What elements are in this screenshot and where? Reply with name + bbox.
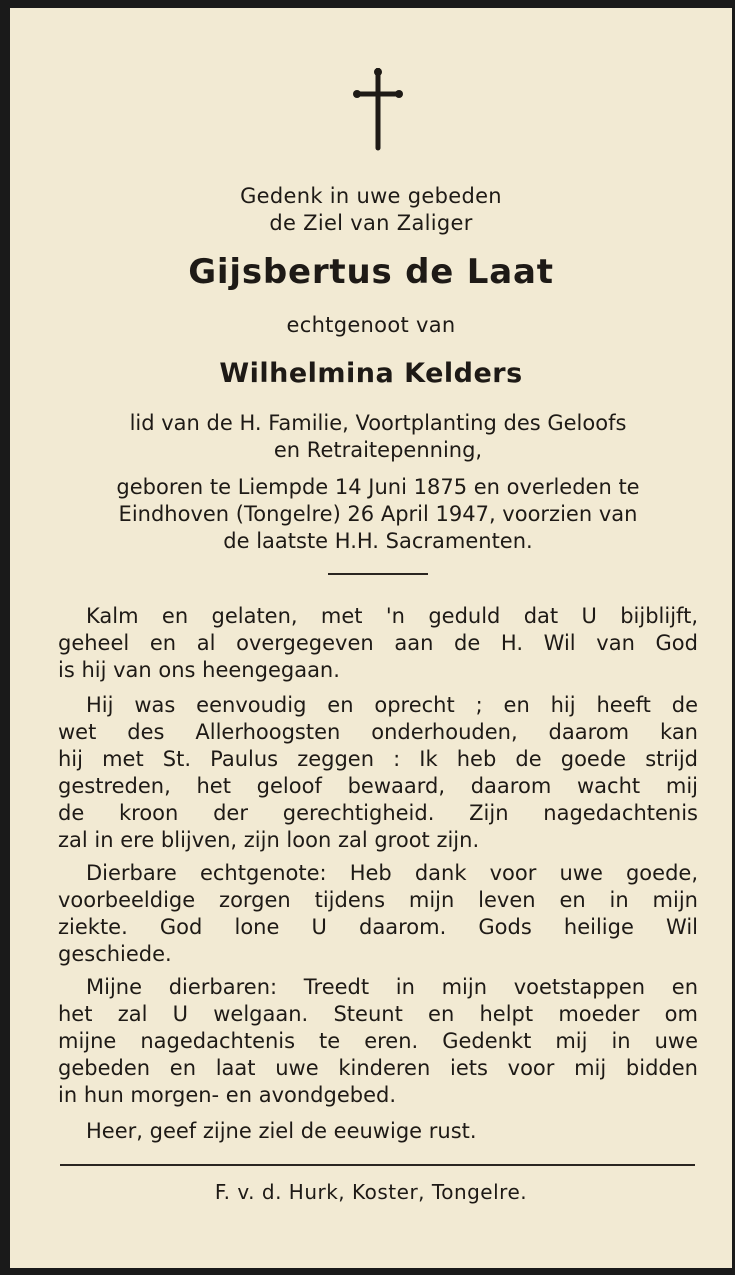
text-line: mijne nagedachtenis te eren. Gedenkt mij in uwe <box>58 1029 698 1053</box>
text-line: geschiede. <box>58 942 172 966</box>
cross-icon <box>353 68 403 153</box>
spouse-name: Wilhelmina Kelders <box>219 358 523 389</box>
life-line: de laatste H.H. Sacramenten. <box>223 529 533 553</box>
text-line: zal in ere blijven, zijn loon zal groot zijn. <box>58 828 480 852</box>
spouse-intro: echtgenoot van <box>286 313 456 337</box>
text-line: hij met St. Paulus zeggen : Ik heb de goede strijd <box>58 747 698 771</box>
short-divider <box>328 573 428 575</box>
text-line: gebeden en laat uwe kinderen iets voor mij bidden <box>58 1056 698 1080</box>
life-line: Eindhoven (Tongelre) 26 April 1947, voorzien van <box>118 502 638 526</box>
text-line: gestreden, het geloof bewaard, daarom wacht mij <box>58 774 698 798</box>
text-line: de kroon der gerechtigheid. Zijn nagedachtenis <box>58 801 698 825</box>
text-line: Mijne dierbaren: Treedt in mijn voetstappen en <box>86 975 698 999</box>
text-line: wet des Allerhoogsten onderhouden, daarom kan <box>58 720 698 744</box>
text-line: in hun morgen- en avondgebed. <box>58 1083 396 1107</box>
text-line: het zal U welgaan. Steunt en helpt moeder om <box>58 1002 698 1026</box>
header-line-1: Gedenk in uwe gebeden <box>240 184 502 208</box>
paragraph-virtue <box>58 692 698 854</box>
membership-line: en Retraitepenning, <box>273 438 483 462</box>
deceased-name: Gijsbertus de Laat <box>188 252 554 292</box>
printer-credit: F. v. d. Hurk, Koster, Tongelre. <box>214 1180 528 1204</box>
paragraph-family <box>58 974 698 1109</box>
text-line: Heer, geef zijne ziel de eeuwige rust. <box>86 1119 477 1143</box>
memorial-card <box>10 8 732 1268</box>
membership-text <box>58 410 698 464</box>
paragraph-spouse <box>58 860 698 968</box>
membership-line: lid van de H. Familie, Voortplanting des Geloofs <box>129 411 627 435</box>
life-line: geboren te Liempde 14 Juni 1875 en overleden te <box>116 475 640 499</box>
text-line: geheel en al overgegeven aan de H. Wil van God <box>58 631 698 655</box>
paragraph-calm <box>58 603 698 684</box>
header-line-2: de Ziel van Zaliger <box>269 211 473 235</box>
text-line: Kalm en gelaten, met 'n geduld dat U bijblijft, <box>86 604 698 628</box>
prayer-request <box>10 183 732 237</box>
paragraph-prayer <box>58 1118 698 1145</box>
text-line: ziekte. God lone U daarom. Gods heilige Wil <box>58 915 698 939</box>
long-divider <box>60 1164 695 1166</box>
life-dates-text <box>58 474 698 555</box>
text-line: voorbeeldige zorgen tijdens mijn leven en in mijn <box>58 888 698 912</box>
text-line: Hij was eenvoudig en oprecht ; en hij heeft de <box>86 693 698 717</box>
text-line: is hij van ons heengegaan. <box>58 658 340 682</box>
text-line: Dierbare echtgenote: Heb dank voor uwe goede, <box>86 861 698 885</box>
